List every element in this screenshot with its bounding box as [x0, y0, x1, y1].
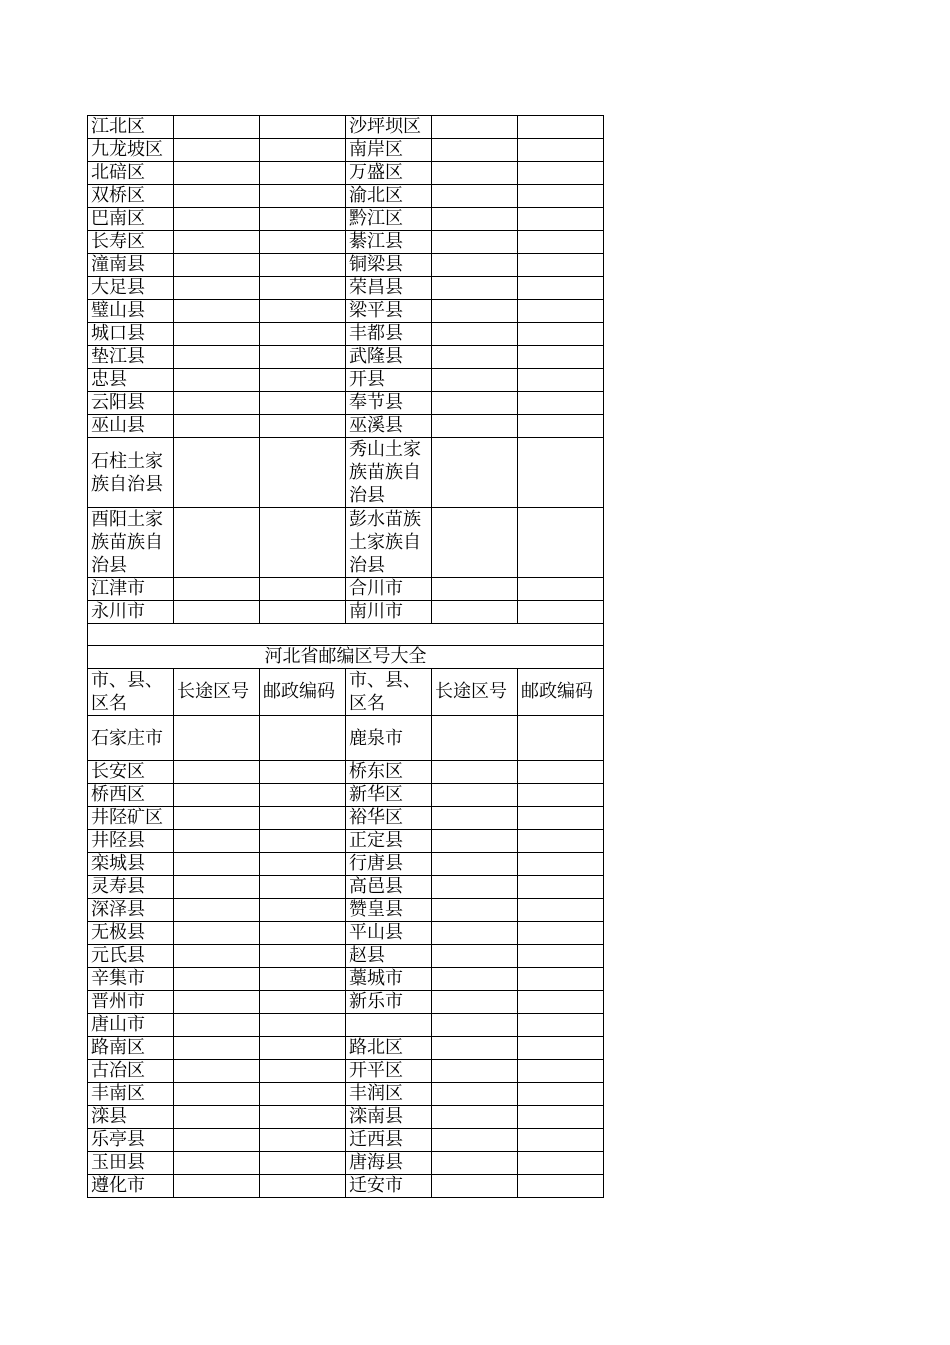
area-code-cell-1[interactable] — [174, 1083, 260, 1106]
name-cell-2[interactable]: 赵县 — [346, 945, 432, 968]
name-cell-2[interactable]: 武隆县 — [346, 346, 432, 369]
postal-code-cell-1[interactable] — [260, 231, 346, 254]
area-code-cell-1[interactable] — [174, 578, 260, 601]
name-cell-2[interactable]: 奉节县 — [346, 392, 432, 415]
area-code-cell-1[interactable] — [174, 922, 260, 945]
area-code-cell-1[interactable] — [174, 899, 260, 922]
postal-code-cell-2[interactable] — [518, 508, 604, 578]
name-cell-2[interactable]: 黔江区 — [346, 208, 432, 231]
postal-code-cell-2[interactable] — [518, 1037, 604, 1060]
area-code-cell-1[interactable] — [174, 1106, 260, 1129]
name-cell-1[interactable]: 石柱土家族自治县 — [88, 438, 174, 508]
name-cell-1[interactable]: 石家庄市 — [88, 716, 174, 761]
area-code-cell-2[interactable] — [432, 116, 518, 139]
name-cell-2[interactable]: 迁安市 — [346, 1175, 432, 1198]
area-code-cell-2[interactable] — [432, 254, 518, 277]
table-row — [88, 830, 604, 853]
postal-code-cell-2[interactable] — [518, 807, 604, 830]
area-code-cell-1[interactable] — [174, 277, 260, 300]
area-code-cell-2[interactable] — [432, 208, 518, 231]
postal-code-table — [87, 115, 604, 1198]
postal-code-cell-1[interactable] — [260, 991, 346, 1014]
postal-code-cell-1[interactable] — [260, 876, 346, 899]
postal-code-cell-2[interactable] — [518, 578, 604, 601]
name-cell-2[interactable] — [346, 1014, 432, 1037]
postal-code-cell-1[interactable] — [260, 716, 346, 761]
area-code-cell-1[interactable] — [174, 968, 260, 991]
postal-code-cell-1[interactable] — [260, 415, 346, 438]
table-row — [88, 1083, 604, 1106]
area-code-cell-2[interactable] — [432, 162, 518, 185]
name-cell-1[interactable]: 遵化市 — [88, 1175, 174, 1198]
area-code-cell-1[interactable] — [174, 162, 260, 185]
name-cell-1[interactable]: 大足县 — [88, 277, 174, 300]
area-code-cell-2[interactable] — [432, 899, 518, 922]
table-row — [88, 991, 604, 1014]
table-row — [88, 922, 604, 945]
postal-code-cell-1[interactable] — [260, 1175, 346, 1198]
area-code-cell-2[interactable] — [432, 231, 518, 254]
table-row — [88, 601, 604, 624]
name-cell-1[interactable]: 辛集市 — [88, 968, 174, 991]
area-code-cell-1[interactable] — [174, 945, 260, 968]
table-row — [88, 876, 604, 899]
header-postal-code-2[interactable]: 邮政编码 — [518, 669, 604, 716]
table-row — [88, 139, 604, 162]
table-row — [88, 1037, 604, 1060]
postal-code-cell-2[interactable] — [518, 116, 604, 139]
area-code-cell-2[interactable] — [432, 1014, 518, 1037]
name-cell-1[interactable]: 璧山县 — [88, 300, 174, 323]
header-row — [88, 669, 604, 716]
name-cell-2[interactable]: 新华区 — [346, 784, 432, 807]
area-code-cell-1[interactable] — [174, 716, 260, 761]
name-cell-2[interactable]: 赞皇县 — [346, 899, 432, 922]
area-code-cell-1[interactable] — [174, 254, 260, 277]
name-cell-2[interactable]: 开平区 — [346, 1060, 432, 1083]
postal-code-cell-2[interactable] — [518, 438, 604, 508]
table-row — [88, 1175, 604, 1198]
name-cell-2[interactable]: 开县 — [346, 369, 432, 392]
table-row — [88, 508, 604, 578]
area-code-cell-2[interactable] — [432, 346, 518, 369]
area-code-cell-1[interactable] — [174, 508, 260, 578]
header-area-code-1[interactable]: 长途区号 — [174, 669, 260, 716]
area-code-cell-2[interactable] — [432, 761, 518, 784]
name-cell-1[interactable]: 乐亭县 — [88, 1129, 174, 1152]
area-code-cell-2[interactable] — [432, 830, 518, 853]
table-row — [88, 438, 604, 508]
area-code-cell-1[interactable] — [174, 1037, 260, 1060]
blank-cell[interactable] — [88, 624, 604, 646]
table-row — [88, 853, 604, 876]
name-cell-1[interactable]: 酉阳土家族苗族自治县 — [88, 508, 174, 578]
area-code-cell-1[interactable] — [174, 139, 260, 162]
postal-code-cell-1[interactable] — [260, 922, 346, 945]
chongqing-section — [88, 116, 604, 624]
area-code-cell-1[interactable] — [174, 1152, 260, 1175]
postal-code-cell-1[interactable] — [260, 853, 346, 876]
table-row — [88, 899, 604, 922]
postal-code-cell-2[interactable] — [518, 369, 604, 392]
name-cell-2[interactable]: 正定县 — [346, 830, 432, 853]
area-code-cell-1[interactable] — [174, 231, 260, 254]
section-title[interactable]: 河北省邮编区号大全 — [88, 646, 604, 669]
postal-code-cell-1[interactable] — [260, 1129, 346, 1152]
area-code-cell-1[interactable] — [174, 116, 260, 139]
table-row — [88, 323, 604, 346]
postal-code-cell-1[interactable] — [260, 508, 346, 578]
area-code-cell-2[interactable] — [432, 922, 518, 945]
postal-code-cell-1[interactable] — [260, 346, 346, 369]
name-cell-1[interactable]: 丰南区 — [88, 1083, 174, 1106]
name-cell-1[interactable]: 晋州市 — [88, 991, 174, 1014]
table-row — [88, 968, 604, 991]
name-cell-1[interactable]: 双桥区 — [88, 185, 174, 208]
name-cell-2[interactable]: 梁平县 — [346, 300, 432, 323]
postal-code-cell-2[interactable] — [518, 601, 604, 624]
postal-code-cell-1[interactable] — [260, 139, 346, 162]
name-cell-1[interactable]: 栾城县 — [88, 853, 174, 876]
postal-code-cell-1[interactable] — [260, 899, 346, 922]
area-code-cell-1[interactable] — [174, 1129, 260, 1152]
postal-code-cell-2[interactable] — [518, 1083, 604, 1106]
area-code-cell-1[interactable] — [174, 601, 260, 624]
name-cell-2[interactable]: 藁城市 — [346, 968, 432, 991]
postal-code-cell-2[interactable] — [518, 300, 604, 323]
postal-code-cell-2[interactable] — [518, 830, 604, 853]
area-code-cell-1[interactable] — [174, 438, 260, 508]
table-row — [88, 578, 604, 601]
area-code-cell-2[interactable] — [432, 415, 518, 438]
table-row — [88, 415, 604, 438]
postal-code-cell-2[interactable] — [518, 392, 604, 415]
name-cell-2[interactable]: 合川市 — [346, 578, 432, 601]
name-cell-1[interactable]: 滦县 — [88, 1106, 174, 1129]
name-cell-1[interactable]: 古冶区 — [88, 1060, 174, 1083]
area-code-cell-1[interactable] — [174, 761, 260, 784]
table-row — [88, 254, 604, 277]
area-code-cell-1[interactable] — [174, 784, 260, 807]
area-code-cell-2[interactable] — [432, 1175, 518, 1198]
postal-code-cell-2[interactable] — [518, 277, 604, 300]
area-code-cell-2[interactable] — [432, 853, 518, 876]
postal-code-cell-2[interactable] — [518, 1014, 604, 1037]
name-cell-2[interactable]: 南川市 — [346, 601, 432, 624]
table-row — [88, 761, 604, 784]
name-cell-1[interactable]: 巫山县 — [88, 415, 174, 438]
postal-code-cell-1[interactable] — [260, 116, 346, 139]
area-code-cell-1[interactable] — [174, 991, 260, 1014]
area-code-cell-2[interactable] — [432, 369, 518, 392]
postal-code-cell-2[interactable] — [518, 231, 604, 254]
area-code-cell-2[interactable] — [432, 277, 518, 300]
table-row — [88, 1152, 604, 1175]
postal-code-cell-2[interactable] — [518, 1152, 604, 1175]
name-cell-2[interactable]: 滦南县 — [346, 1106, 432, 1129]
area-code-cell-1[interactable] — [174, 369, 260, 392]
table-row — [88, 208, 604, 231]
name-cell-1[interactable]: 九龙坡区 — [88, 139, 174, 162]
postal-code-cell-1[interactable] — [260, 601, 346, 624]
name-cell-1[interactable]: 深泽县 — [88, 899, 174, 922]
table-row — [88, 1060, 604, 1083]
table-row — [88, 1014, 604, 1037]
postal-code-cell-1[interactable] — [260, 369, 346, 392]
area-code-cell-2[interactable] — [432, 438, 518, 508]
name-cell-2[interactable]: 鹿泉市 — [346, 716, 432, 761]
header-area-code-2[interactable]: 长途区号 — [432, 669, 518, 716]
name-cell-1[interactable]: 城口县 — [88, 323, 174, 346]
name-cell-2[interactable]: 路北区 — [346, 1037, 432, 1060]
postal-code-cell-1[interactable] — [260, 1083, 346, 1106]
area-code-cell-1[interactable] — [174, 346, 260, 369]
table-row — [88, 116, 604, 139]
area-code-cell-2[interactable] — [432, 1060, 518, 1083]
postal-code-cell-2[interactable] — [518, 853, 604, 876]
table-row — [88, 716, 604, 761]
postal-code-cell-2[interactable] — [518, 784, 604, 807]
name-cell-1[interactable]: 北碚区 — [88, 162, 174, 185]
area-code-cell-2[interactable] — [432, 392, 518, 415]
postal-code-cell-1[interactable] — [260, 1106, 346, 1129]
area-code-cell-2[interactable] — [432, 508, 518, 578]
area-code-cell-2[interactable] — [432, 1129, 518, 1152]
postal-code-cell-1[interactable] — [260, 968, 346, 991]
area-code-cell-1[interactable] — [174, 853, 260, 876]
postal-code-cell-1[interactable] — [260, 438, 346, 508]
header-postal-code-1[interactable]: 邮政编码 — [260, 669, 346, 716]
area-code-cell-1[interactable] — [174, 392, 260, 415]
name-cell-1[interactable]: 灵寿县 — [88, 876, 174, 899]
header-name-2[interactable]: 市、县、区名 — [346, 669, 432, 716]
name-cell-1[interactable]: 潼南县 — [88, 254, 174, 277]
postal-code-cell-2[interactable] — [518, 185, 604, 208]
area-code-cell-1[interactable] — [174, 323, 260, 346]
postal-code-cell-2[interactable] — [518, 1060, 604, 1083]
area-code-cell-2[interactable] — [432, 300, 518, 323]
postal-code-cell-1[interactable] — [260, 185, 346, 208]
postal-code-cell-1[interactable] — [260, 1060, 346, 1083]
postal-code-cell-1[interactable] — [260, 761, 346, 784]
postal-code-cell-2[interactable] — [518, 208, 604, 231]
name-cell-2[interactable]: 沙坪坝区 — [346, 116, 432, 139]
area-code-cell-2[interactable] — [432, 876, 518, 899]
name-cell-2[interactable]: 新乐市 — [346, 991, 432, 1014]
postal-code-cell-1[interactable] — [260, 1037, 346, 1060]
area-code-cell-1[interactable] — [174, 876, 260, 899]
table-row — [88, 1106, 604, 1129]
table-row — [88, 277, 604, 300]
name-cell-2[interactable]: 迁西县 — [346, 1129, 432, 1152]
postal-code-cell-1[interactable] — [260, 1014, 346, 1037]
name-cell-1[interactable]: 江北区 — [88, 116, 174, 139]
area-code-cell-1[interactable] — [174, 415, 260, 438]
postal-code-cell-2[interactable] — [518, 1129, 604, 1152]
area-code-cell-2[interactable] — [432, 578, 518, 601]
area-code-cell-1[interactable] — [174, 830, 260, 853]
hebei-section — [88, 646, 604, 716]
postal-code-cell-1[interactable] — [260, 162, 346, 185]
area-code-cell-2[interactable] — [432, 807, 518, 830]
postal-code-cell-2[interactable] — [518, 761, 604, 784]
postal-code-cell-2[interactable] — [518, 991, 604, 1014]
area-code-cell-2[interactable] — [432, 139, 518, 162]
area-code-cell-2[interactable] — [432, 1106, 518, 1129]
name-cell-1[interactable]: 巴南区 — [88, 208, 174, 231]
area-code-cell-1[interactable] — [174, 208, 260, 231]
name-cell-2[interactable]: 唐海县 — [346, 1152, 432, 1175]
header-name-1[interactable]: 市、县、区名 — [88, 669, 174, 716]
area-code-cell-2[interactable] — [432, 1152, 518, 1175]
name-cell-2[interactable]: 丰润区 — [346, 1083, 432, 1106]
postal-code-cell-2[interactable] — [518, 1106, 604, 1129]
table-row — [88, 392, 604, 415]
name-cell-2[interactable]: 平山县 — [346, 922, 432, 945]
postal-code-cell-1[interactable] — [260, 784, 346, 807]
area-code-cell-1[interactable] — [174, 1014, 260, 1037]
postal-code-cell-2[interactable] — [518, 922, 604, 945]
area-code-cell-1[interactable] — [174, 1175, 260, 1198]
postal-code-cell-1[interactable] — [260, 830, 346, 853]
postal-code-cell-2[interactable] — [518, 876, 604, 899]
name-cell-2[interactable]: 巫溪县 — [346, 415, 432, 438]
table-row — [88, 185, 604, 208]
name-cell-2[interactable]: 丰都县 — [346, 323, 432, 346]
name-cell-1[interactable]: 路南区 — [88, 1037, 174, 1060]
area-code-cell-2[interactable] — [432, 716, 518, 761]
name-cell-1[interactable]: 井陉矿区 — [88, 807, 174, 830]
postal-code-cell-2[interactable] — [518, 323, 604, 346]
postal-code-cell-2[interactable] — [518, 162, 604, 185]
postal-code-cell-1[interactable] — [260, 277, 346, 300]
postal-code-cell-2[interactable] — [518, 945, 604, 968]
postal-code-cell-2[interactable] — [518, 1175, 604, 1198]
table-row — [88, 784, 604, 807]
area-code-cell-2[interactable] — [432, 1037, 518, 1060]
name-cell-2[interactable]: 桥东区 — [346, 761, 432, 784]
table-row — [88, 369, 604, 392]
name-cell-1[interactable]: 井陉县 — [88, 830, 174, 853]
name-cell-2[interactable]: 万盛区 — [346, 162, 432, 185]
postal-code-cell-1[interactable] — [260, 300, 346, 323]
name-cell-2[interactable]: 高邑县 — [346, 876, 432, 899]
postal-code-cell-1[interactable] — [260, 945, 346, 968]
name-cell-2[interactable]: 彭水苗族土家族自治县 — [346, 508, 432, 578]
area-code-cell-2[interactable] — [432, 601, 518, 624]
area-code-cell-1[interactable] — [174, 300, 260, 323]
hebei-rows — [88, 716, 604, 1198]
blank-row — [88, 624, 604, 646]
section-title-row — [88, 646, 604, 669]
name-cell-1[interactable]: 忠县 — [88, 369, 174, 392]
postal-code-cell-1[interactable] — [260, 807, 346, 830]
name-cell-1[interactable]: 永川市 — [88, 601, 174, 624]
area-code-cell-2[interactable] — [432, 185, 518, 208]
postal-code-cell-2[interactable] — [518, 968, 604, 991]
name-cell-1[interactable]: 江津市 — [88, 578, 174, 601]
name-cell-1[interactable]: 桥西区 — [88, 784, 174, 807]
postal-code-cell-2[interactable] — [518, 899, 604, 922]
area-code-cell-2[interactable] — [432, 991, 518, 1014]
name-cell-1[interactable]: 云阳县 — [88, 392, 174, 415]
spacer-section — [88, 624, 604, 646]
postal-code-cell-2[interactable] — [518, 415, 604, 438]
table-row — [88, 346, 604, 369]
name-cell-1[interactable]: 唐山市 — [88, 1014, 174, 1037]
area-code-cell-2[interactable] — [432, 1083, 518, 1106]
postal-code-cell-1[interactable] — [260, 1152, 346, 1175]
name-cell-1[interactable]: 元氏县 — [88, 945, 174, 968]
name-cell-1[interactable]: 无极县 — [88, 922, 174, 945]
name-cell-2[interactable]: 南岸区 — [346, 139, 432, 162]
area-code-cell-2[interactable] — [432, 323, 518, 346]
area-code-cell-2[interactable] — [432, 968, 518, 991]
name-cell-2[interactable]: 綦江县 — [346, 231, 432, 254]
postal-code-cell-2[interactable] — [518, 716, 604, 761]
table-row — [88, 300, 604, 323]
postal-code-cell-2[interactable] — [518, 139, 604, 162]
area-code-cell-1[interactable] — [174, 185, 260, 208]
area-code-cell-2[interactable] — [432, 784, 518, 807]
postal-code-cell-2[interactable] — [518, 346, 604, 369]
name-cell-2[interactable]: 渝北区 — [346, 185, 432, 208]
area-code-cell-1[interactable] — [174, 1060, 260, 1083]
postal-code-cell-1[interactable] — [260, 254, 346, 277]
postal-code-cell-1[interactable] — [260, 208, 346, 231]
area-code-cell-2[interactable] — [432, 945, 518, 968]
table-row — [88, 945, 604, 968]
name-cell-1[interactable]: 垫江县 — [88, 346, 174, 369]
name-cell-1[interactable]: 长安区 — [88, 761, 174, 784]
postal-code-cell-1[interactable] — [260, 578, 346, 601]
name-cell-1[interactable]: 玉田县 — [88, 1152, 174, 1175]
name-cell-1[interactable]: 长寿区 — [88, 231, 174, 254]
postal-code-cell-1[interactable] — [260, 323, 346, 346]
name-cell-2[interactable]: 裕华区 — [346, 807, 432, 830]
postal-code-cell-2[interactable] — [518, 254, 604, 277]
name-cell-2[interactable]: 秀山土家族苗族自治县 — [346, 438, 432, 508]
table-row — [88, 807, 604, 830]
area-code-cell-1[interactable] — [174, 807, 260, 830]
name-cell-2[interactable]: 铜梁县 — [346, 254, 432, 277]
table-row — [88, 162, 604, 185]
name-cell-2[interactable]: 荣昌县 — [346, 277, 432, 300]
postal-code-cell-1[interactable] — [260, 392, 346, 415]
table-row — [88, 1129, 604, 1152]
table-row — [88, 231, 604, 254]
name-cell-2[interactable]: 行唐县 — [346, 853, 432, 876]
